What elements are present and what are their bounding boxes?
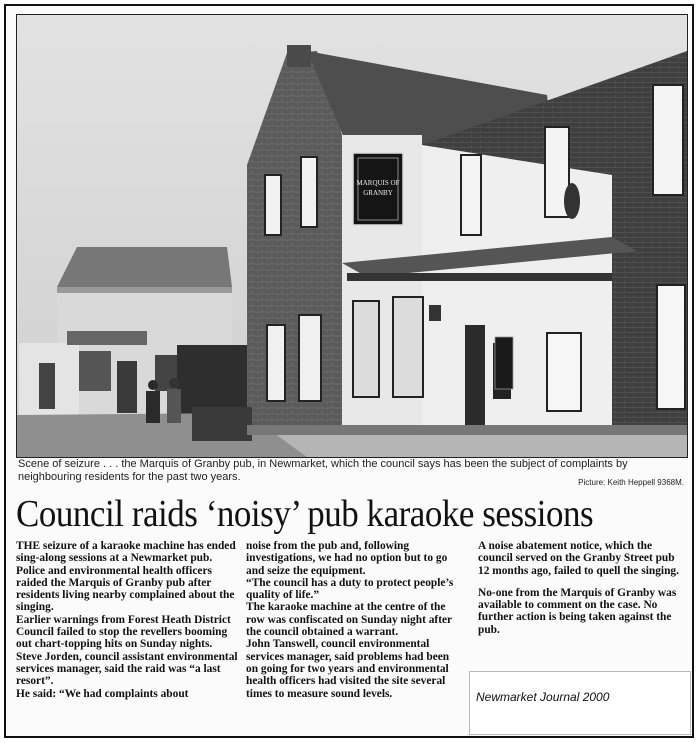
photo-credit: Picture: Keith Heppell 9368M. bbox=[578, 478, 684, 487]
article-column-1 bbox=[16, 540, 238, 700]
pub-sign-line2: GRANBY bbox=[363, 189, 393, 197]
paragraph: THE seizure of a karaoke machine has ended sing-along sessions at a Newmarket pub. bbox=[16, 540, 236, 565]
article-column-2 bbox=[246, 540, 464, 700]
paragraph: No-one from the Marquis of Granby was available to comment on the case. No further action is being taken against the pub. bbox=[478, 586, 677, 636]
paragraph: A noise abatement notice, which the council served on the Granby Street pub 12 months ago, failed to quell the singing. bbox=[478, 540, 679, 577]
newspaper-clipping bbox=[4, 4, 694, 738]
source-label: Newmarket Journal 2000 bbox=[476, 690, 610, 704]
headline: Council raids ‘noisy’ pub karaoke sessions bbox=[16, 493, 594, 535]
paragraph: The karaoke machine at the centre of the row was confiscated on Sunday night after the council obtained a warrant. bbox=[246, 601, 452, 639]
paragraph: noise from the pub and, following investigations, we had no option but to go and seize the equipment. bbox=[246, 540, 448, 577]
photo-caption: Scene of seizure . . . the Marquis of Granby pub, in Newmarket, which the council says has been the subject of complaints by neighbouring residents for the past two years. bbox=[18, 458, 628, 483]
paragraph: Steve Jorden, council assistant environmental services manager, said the raid was “a last resort”. bbox=[16, 650, 238, 688]
article-column-3 bbox=[478, 540, 688, 636]
pub-sign-line1: MARQUIS OF bbox=[356, 179, 400, 187]
paragraph: John Tanswell, council environmental services manager, said problems had been on going for two years and environmental health officers had visited the site several times to measure sound levels. bbox=[246, 638, 450, 700]
source-label-box bbox=[469, 671, 691, 735]
paragraph: He said: “We had complaints about bbox=[16, 687, 189, 700]
paragraph: Earlier warnings from Forest Heath District Council failed to stop the revellers booming out chart-topping hits on Sunday nights. bbox=[16, 613, 231, 651]
pub-photograph bbox=[16, 14, 688, 458]
paragraph: Police and environmental health officers raided the Marquis of Granby pub after residents living nearby complained about the singing. bbox=[16, 564, 235, 614]
paragraph: “The council has a duty to protect people’s quality of life.” bbox=[246, 576, 454, 602]
pub-sign bbox=[353, 153, 403, 225]
